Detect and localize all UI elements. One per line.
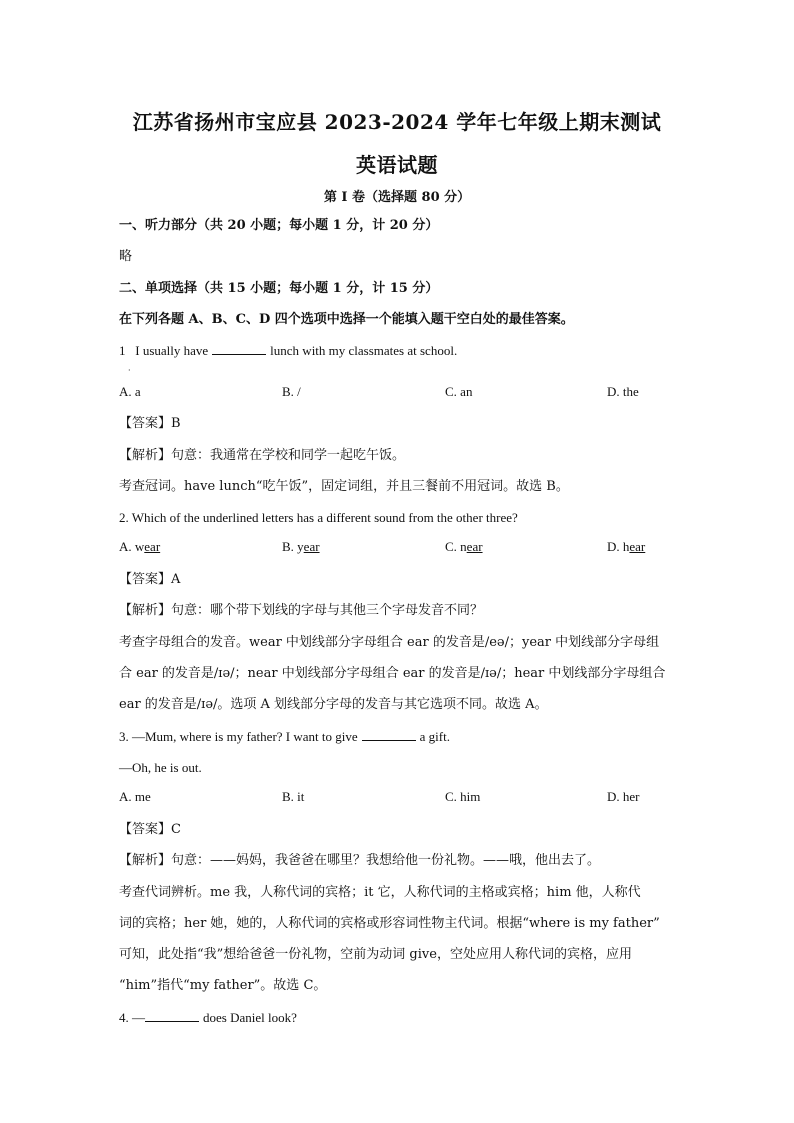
q3-option-a: A. me xyxy=(119,789,151,804)
option-prefix: w xyxy=(134,539,145,554)
option-letter: C. xyxy=(445,539,461,554)
q1-analysis-2: 考查冠词。have lunch“吃午饭”，固定词组，并且三餐前不用冠词。故选 B。 xyxy=(119,479,569,494)
exam-title: 江苏省扬州市宝应县 2023-2024 学年七年级上期末测试 xyxy=(132,110,662,134)
q2-analysis-2: 考查字母组合的发音。wear 中划线部分字母组合 ear 的发音是/eə/；year 中划线部分字母组 xyxy=(119,635,660,650)
answer-blank xyxy=(362,728,416,741)
underlined-letters: ear xyxy=(144,539,161,554)
q2-option-c xyxy=(445,539,483,555)
dot-mark: · xyxy=(128,366,131,375)
question-text-before: 4. — xyxy=(119,1010,145,1025)
section2-instruction: 在下列各题 A、B、C、D 四个选项中选择一个能填入题干空白处的最佳答案。 xyxy=(119,312,574,327)
question-text-before: 3. —Mum, where is my father? I want to give xyxy=(119,729,358,744)
question-4 xyxy=(119,1008,724,1028)
q1-option-a: A. a xyxy=(119,384,141,399)
underlined-letters: ear xyxy=(303,539,320,554)
section2-heading: 二、单项选择（共 15 小题；每小题 1 分，计 15 分） xyxy=(119,281,439,296)
q3-analysis-3: 词的宾格；her 她，她的，人称代词的宾格或形容词性物主代词。根据“where is my father” xyxy=(119,916,660,931)
answer-blank xyxy=(212,342,266,355)
q3-answer: 【答案】C xyxy=(119,822,181,837)
q1-analysis-1: 【解析】句意：我通常在学校和同学一起吃午饭。 xyxy=(119,448,406,463)
q3-option-d: D. her xyxy=(607,789,640,804)
q2-analysis-3: 合 ear 的发音是/ɪə/；near 中划线部分字母组合 ear 的发音是/ɪə/；hear 中划线部分字母组合 xyxy=(119,666,666,681)
question-text-after: does Daniel look? xyxy=(203,1010,297,1025)
q2-answer: 【答案】A xyxy=(119,572,181,587)
answer-blank xyxy=(145,1009,199,1022)
q2-option-b xyxy=(282,539,320,555)
q2-analysis-1: 【解析】句意：哪个带下划线的字母与其他三个字母发音不同？ xyxy=(119,603,484,618)
q3-analysis-5: “him”指代“my father”。故选 C。 xyxy=(119,978,327,993)
underlined-letters: ear xyxy=(629,539,646,554)
q3-option-c: C. him xyxy=(445,789,481,804)
question-3-reply: —Oh, he is out. xyxy=(119,760,202,775)
option-letter: B. xyxy=(282,539,298,554)
option-letter: D. xyxy=(607,539,623,554)
q3-option-b: B. it xyxy=(282,789,305,804)
section1-heading: 一、听力部分（共 20 小题；每小题 1 分，计 20 分） xyxy=(119,218,439,233)
question-text-after: lunch with my classmates at school. xyxy=(270,343,458,358)
option-prefix: n xyxy=(460,539,467,554)
question-number: 1 xyxy=(119,343,126,358)
q2-analysis-4: ear 的发音是/ɪə/。选项 A 划线部分字母的发音与其它选项不同。故选 A。 xyxy=(119,697,548,712)
q3-analysis-1: 【解析】句意：——妈妈，我爸爸在哪里？我想给他一份礼物。——哦，他出去了。 xyxy=(119,853,601,868)
exam-subject-title: 英语试题 xyxy=(356,153,438,177)
q2-option-a xyxy=(119,539,160,555)
section1-body: 略 xyxy=(119,249,133,264)
q1-option-b: B. / xyxy=(282,384,301,399)
question-text-before: I usually have xyxy=(135,343,209,358)
q3-analysis-2: 考查代词辨析。me 我，人称代词的宾格；it 它，人称代词的主格或宾格；him 他，人称代 xyxy=(119,885,641,900)
question-3 xyxy=(119,727,724,747)
option-prefix: h xyxy=(622,539,630,554)
volume-heading: 第 I 卷（选择题 80 分） xyxy=(323,190,471,205)
question-1 xyxy=(119,341,724,361)
q1-option-d: D. the xyxy=(607,384,639,399)
q1-option-c: C. an xyxy=(445,384,473,399)
q1-answer: 【答案】B xyxy=(119,416,181,431)
question-text-after: a gift. xyxy=(419,729,450,744)
q2-option-d xyxy=(607,539,645,555)
q3-analysis-4: 可知，此处指“我”想给爸爸一份礼物，空前为动词 give，空处应用人称代词的宾格，应用 xyxy=(119,947,632,962)
option-prefix: y xyxy=(297,539,304,554)
underlined-letters: ear xyxy=(466,539,483,554)
option-letter: A. xyxy=(119,539,135,554)
question-2: 2. Which of the underlined letters has a different sound from the other three? xyxy=(119,510,518,525)
